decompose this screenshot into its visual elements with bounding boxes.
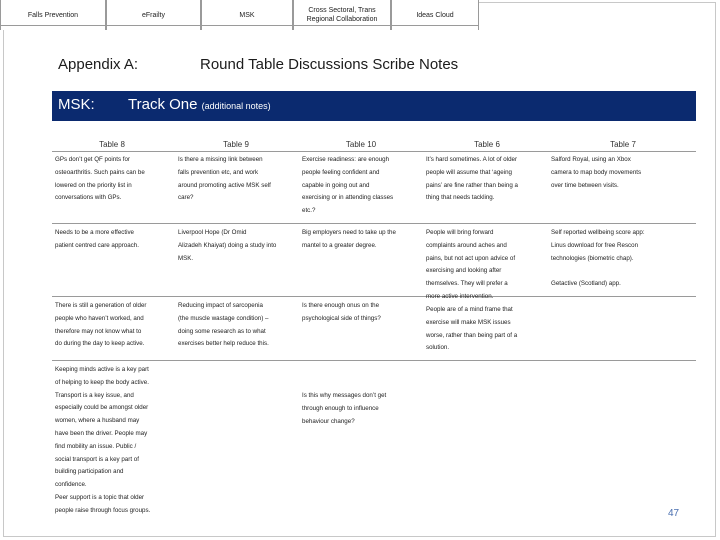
table-8-note-2: Needs to be a more effective patient centred care approach. bbox=[55, 229, 139, 249]
tab-cross-sectoral[interactable]: Cross Sectoral, Trans Regional Collaboration bbox=[293, 0, 391, 30]
tab-ideas-cloud[interactable]: Ideas Cloud bbox=[391, 0, 479, 30]
table-8-note-4: Keeping minds active is a key part of helping to keep the body active. Transport is a key issue, and especially could be amongst older women, where a husband may have been the driver. People may find mobility an issue. Public / social transport is a key part of building participation and confidence. Peer support is a topic that older people raise through focus groups. bbox=[55, 366, 151, 514]
column-header-table-7: Table 7 bbox=[610, 140, 636, 149]
table-9-note-3: Reducing impact of sarcopenia (the muscle wastage condition) – doing some research as to what exercises better help reduce this. bbox=[178, 302, 269, 348]
column-header-table-9: Table 9 bbox=[223, 140, 249, 149]
table-6-note-2: People will bring forward complaints around aches and pains, but not act upon advice of exercising and looking after themselves. They will prefer a more active intervention. bbox=[426, 229, 516, 300]
banner-track bbox=[128, 96, 271, 113]
table-9-note-1: Is there a missing link between falls prevention etc, and work around promoting active MSK self care? bbox=[178, 156, 271, 202]
table-10-note-1: Exercise readiness: are enough people feeling confident and capable in going out and exercising or in attending classes etc.? bbox=[302, 156, 394, 215]
column-header-table-6: Table 6 bbox=[474, 140, 500, 149]
column-header-table-10: Table 10 bbox=[345, 140, 377, 149]
tab-falls-prevention[interactable]: Falls Prevention bbox=[0, 0, 106, 30]
tab-efrailty[interactable]: eFrailty bbox=[106, 0, 201, 30]
banner-track-note: (additional notes) bbox=[201, 101, 271, 111]
table-8-note-1: GPs don’t get QF points for osteoarthritis. Such pains can be lowered on the priority list in conversations with GPs. bbox=[55, 156, 145, 202]
navigation-tabs bbox=[0, 0, 479, 30]
row-divider bbox=[52, 223, 696, 224]
table-9-note-2: Liverpool Hope (Dr Omid Alizadeh Khaiyat) doing a study into MSK. bbox=[178, 229, 277, 262]
column-header-table-8: Table 8 bbox=[99, 140, 125, 149]
table-10-note-3: Is there enough onus on the psychological side of things? bbox=[302, 302, 381, 322]
page-title: Round Table Discussions Scribe Notes bbox=[200, 56, 459, 73]
tab-msk[interactable]: MSK bbox=[201, 0, 293, 30]
row-divider bbox=[52, 360, 696, 361]
table-6-note-3: People are of a mind frame that exercise will make MSK issues worse, rather than being part of a solution. bbox=[426, 306, 518, 352]
banner-track-title: Track One bbox=[128, 96, 198, 113]
banner-label: MSK: bbox=[58, 96, 95, 113]
section-banner bbox=[52, 91, 696, 121]
appendix-label: Appendix A: bbox=[58, 56, 139, 73]
page-number: 47 bbox=[668, 508, 680, 519]
row-divider bbox=[52, 296, 696, 297]
table-10-note-4: Is this why messages don’t get through enough to influence behaviour change? bbox=[302, 392, 387, 425]
table-8-note-3: There is still a generation of older people who haven’t worked, and therefore may not know what to do during the day to keep active. bbox=[55, 302, 147, 348]
table-6-note-1: It’s hard sometimes. A lot of older people will assume that ‘ageing pains’ are fine rather than being a thing that needs tackling. bbox=[426, 156, 518, 202]
table-10-note-2: Big employers need to take up the mantel to a greater degree. bbox=[302, 229, 396, 249]
table-7-note-1: Salford Royal, using an Xbox camera to map body movements over time between visits. bbox=[551, 156, 642, 189]
table-7-note-2: Self reported wellbeing score app: Linus download for free Rescon technologies (biometric chap). bbox=[551, 229, 645, 262]
table-7-note-3: Getactive (Scotland) app. bbox=[551, 280, 621, 287]
header-divider bbox=[52, 151, 696, 152]
